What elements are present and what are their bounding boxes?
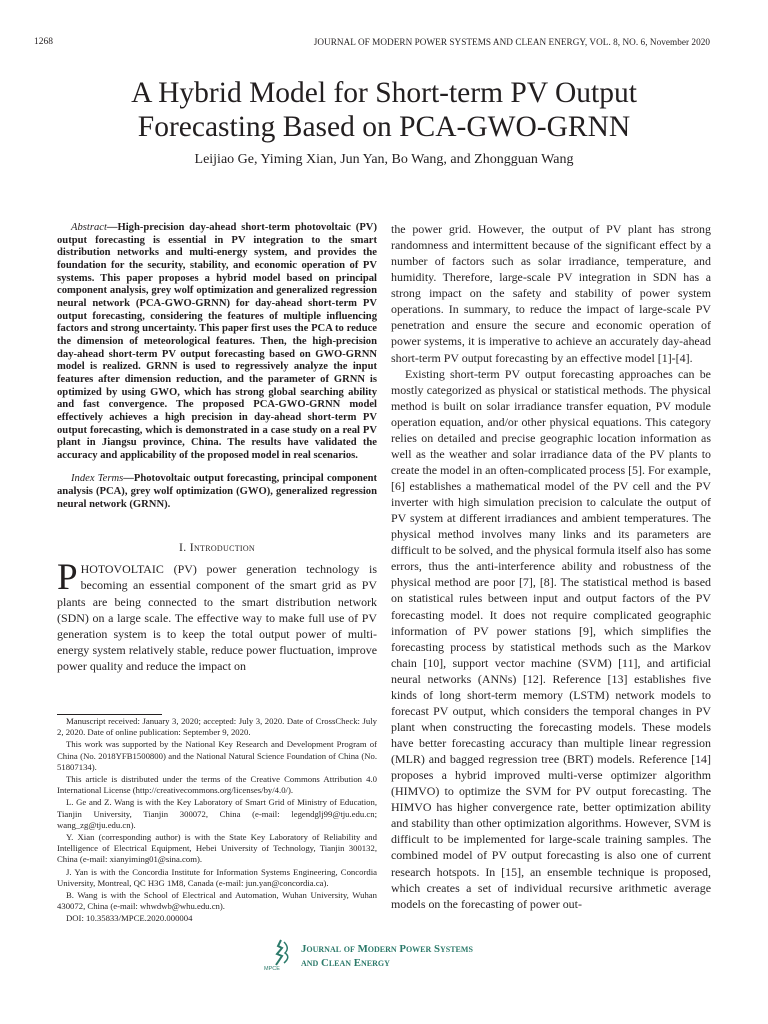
- journal-logo-icon: [266, 938, 296, 968]
- footnote-license: This article is distributed under the terms of the Creative Commons Attribution 4.0 International License (http://creativecommons.org/licenses/by/4.0/).: [57, 774, 377, 796]
- footer-line-2: and Clean Energy: [301, 957, 390, 969]
- footnote-affiliation-yan: J. Yan is with the Concordia Institute for Information Systems Engineering, Concordia University, Montreal, QC H3G 1M8, Canada (e-mail: jun.yan@concordia.ca).: [57, 866, 377, 888]
- title-line-1: A Hybrid Model for Short-term PV Output: [131, 77, 637, 109]
- author-list: Leijiao Ge, Yiming Xian, Jun Yan, Bo Wang, and Zhongguan Wang: [194, 152, 574, 167]
- footnote-affiliation-wang: B. Wang is with the School of Electrical and Automation, Wuhan University, Wuhan 430072, China (e-mail: whwdwb@whu.edu.cn).: [57, 890, 377, 912]
- right-paragraph-1: the power grid. However, the output of PV plant has strong randomness and intermittent because of the significant effect by a number of factors such as solar irradiance, temperature, and humidity. Therefore, large-scale PV integration in SDN has a strong impact on the safety and stability of power system operations. In summary, to reduce the impact of large-scale PV penetration and ensure the secure and economic operation of power systems, it is imperative to achieve an accurately day-ahead short-term PV output forecasting by an effective model [1]-[4].: [391, 222, 711, 365]
- footer-line-1: Journal of Modern Power Systems: [301, 943, 473, 955]
- footnote-funding: This work was supported by the National Key Research and Development Program of China (No. 2018YFB1500800) and the National Natural Science Foundation of China (No. 51807134).: [57, 739, 377, 772]
- abstract: [57, 222, 377, 462]
- footer-journal-name: [301, 942, 473, 970]
- intro-paragraph: [57, 557, 377, 673]
- page-number: 1268: [34, 37, 53, 47]
- footnotes: [57, 716, 377, 926]
- index-terms: [57, 473, 377, 511]
- title-line-2: Forecasting Based on PCA-GWO-GRNN: [137, 111, 631, 143]
- abstract-text: —High-precision day-ahead short-term photovoltaic (PV) output forecasting is essential in PV integration to the smart distribution networks and multi-energy system, and provides the foundation for the security, stability, and economic operation of PV systems. This paper proposes a hybrid model based on principal component analysis, grey wolf optimization and generalized regression neural network (PCA-GWO-GRNN) for day-ahead short-term PV output forecasting, considering the features of multiple influencing factors and strong uncertainty. This paper first uses the PCA to reduce the dimension of meteorological features. Then, the high-precision day-ahead short-term PV output forecasting based on GWO-GRNN model is realized. GRNN is used to regressively analyze the input features after dimension reduction, and the parameter of GRNN is optimized by using GWO, which has strong global searching ability and fast convergence. The proposed PCA-GWO-GRNN model effectively achieves a high precision in day-ahead short-term PV output forecasting, which is demonstrated in a case study on a real PV plant in Jiangsu province, China. The results have validated the accuracy and applicability of the proposed model in real scenarios.: [57, 222, 377, 461]
- footnote-affiliation-ge-wang: L. Ge and Z. Wang is with the Key Laboratory of Smart Grid of Ministry of Education, Tianjin University, Tianjin 300072, China (e-mail: legendglj99@tju.edu.cn; wang_zg@tju.edu.cn).: [57, 797, 377, 830]
- journal-running-header: JOURNAL OF MODERN POWER SYSTEMS AND CLEAN ENERGY, VOL. 8, NO. 6, November 2020: [313, 37, 710, 47]
- right-paragraph-2: Existing short-term PV output forecasting approaches can be mostly categorized as physical or statistical methods. The physical method is built on solar irradiance transfer equation, PV module operation equation, and/or other physical equations. This category relies on detailed and precise geographic location information as well as the weather and solar irradiance data of the PV plants to create the model in an often-complicated process [5]. For example, [6] establishes a mathematical model of the PV cell and the PV inverter with high simulation precision to calculate the output of PV system at different irradiances and ambient temperatures. The physical method involves many links and its parameters are difficult to be solved, and the physical formula itself also has some errors, thus the anti-interference ability and robustness of the physical method are poor [7], [8]. The statistical method is based on statistical rules between input and output factors of the PV forecasting model. It does not require complicated geographic information of PV power stations [9], which simplifies the forecasting process by statistical methods such as the Markov chain [10], support vector machine (SVM) [11], and artificial neural networks (ANNs) [12]. Reference [13] establishes five kinds of long short-term memory (LSTM) network models to forecast PV output, which considers the temporal changes in PV plant when constructing the forecasting models. These models have better forecasting accuracy than multiple linear regression (MLR) and bagged regression tree (BRT) models. Reference [14] proposes a hybrid improved multi-verse optimizer algorithm (HIMVO) to optimize the SVM for PV output forecasting. The HIMVO has higher convergence rate, better optimization ability and stability than other optimization algorithms. However, SVM is difficult to be implemented for large-scale training samples. The combined model of PV output forecasting is also one of current research hotspots. In [15], an ensemble technique is proposed, which creates a set of individual recursive arithmetic average models on the forecasting of power out-: [391, 366, 711, 911]
- paper-title: [34, 76, 734, 144]
- footer-logo-text: MPCE: [264, 966, 280, 972]
- drop-cap: P: [57, 557, 78, 599]
- index-terms-text: —Photovoltaic output forecasting, principal component analysis (PCA), grey wolf optimization (GWO), generalized regression neural network (GRNN).: [57, 473, 377, 510]
- footnote-rule: [57, 714, 162, 715]
- footnote-affiliation-xian: Y. Xian (corresponding author) is with the State Key Laboratory of Reliability and Intelligence of Electrical Equipment, Hebei University of Technology, Tianjin 300132, China (e-mail: xianyiming01@sina.com).: [57, 832, 377, 865]
- intro-paragraph-text: HOTOVOLTAIC (PV) power generation technology is becoming an essential component of the smart grid as PV plants are being connected to the smart distribution network (SDN) on a large scale. The effective way to make full use of PV generation system is to keep the total output power of multi-energy system relatively stable, reduce power fluctuation, improve power quality and reduce the impact on: [57, 562, 377, 673]
- right-column: [391, 221, 711, 912]
- index-terms-label: Index Terms: [71, 473, 124, 485]
- left-column: [57, 222, 377, 674]
- footnote-manuscript: Manuscript received: January 3, 2020; accepted: July 3, 2020. Date of CrossCheck: July 2, 2020. Date of online publication: September 9, 2020.: [57, 716, 377, 738]
- footnote-doi: DOI: 10.35833/MPCE.2020.000004: [66, 913, 193, 924]
- abstract-label: Abstract: [71, 222, 107, 233]
- section-heading-introduction: I. Introduction: [178, 540, 256, 555]
